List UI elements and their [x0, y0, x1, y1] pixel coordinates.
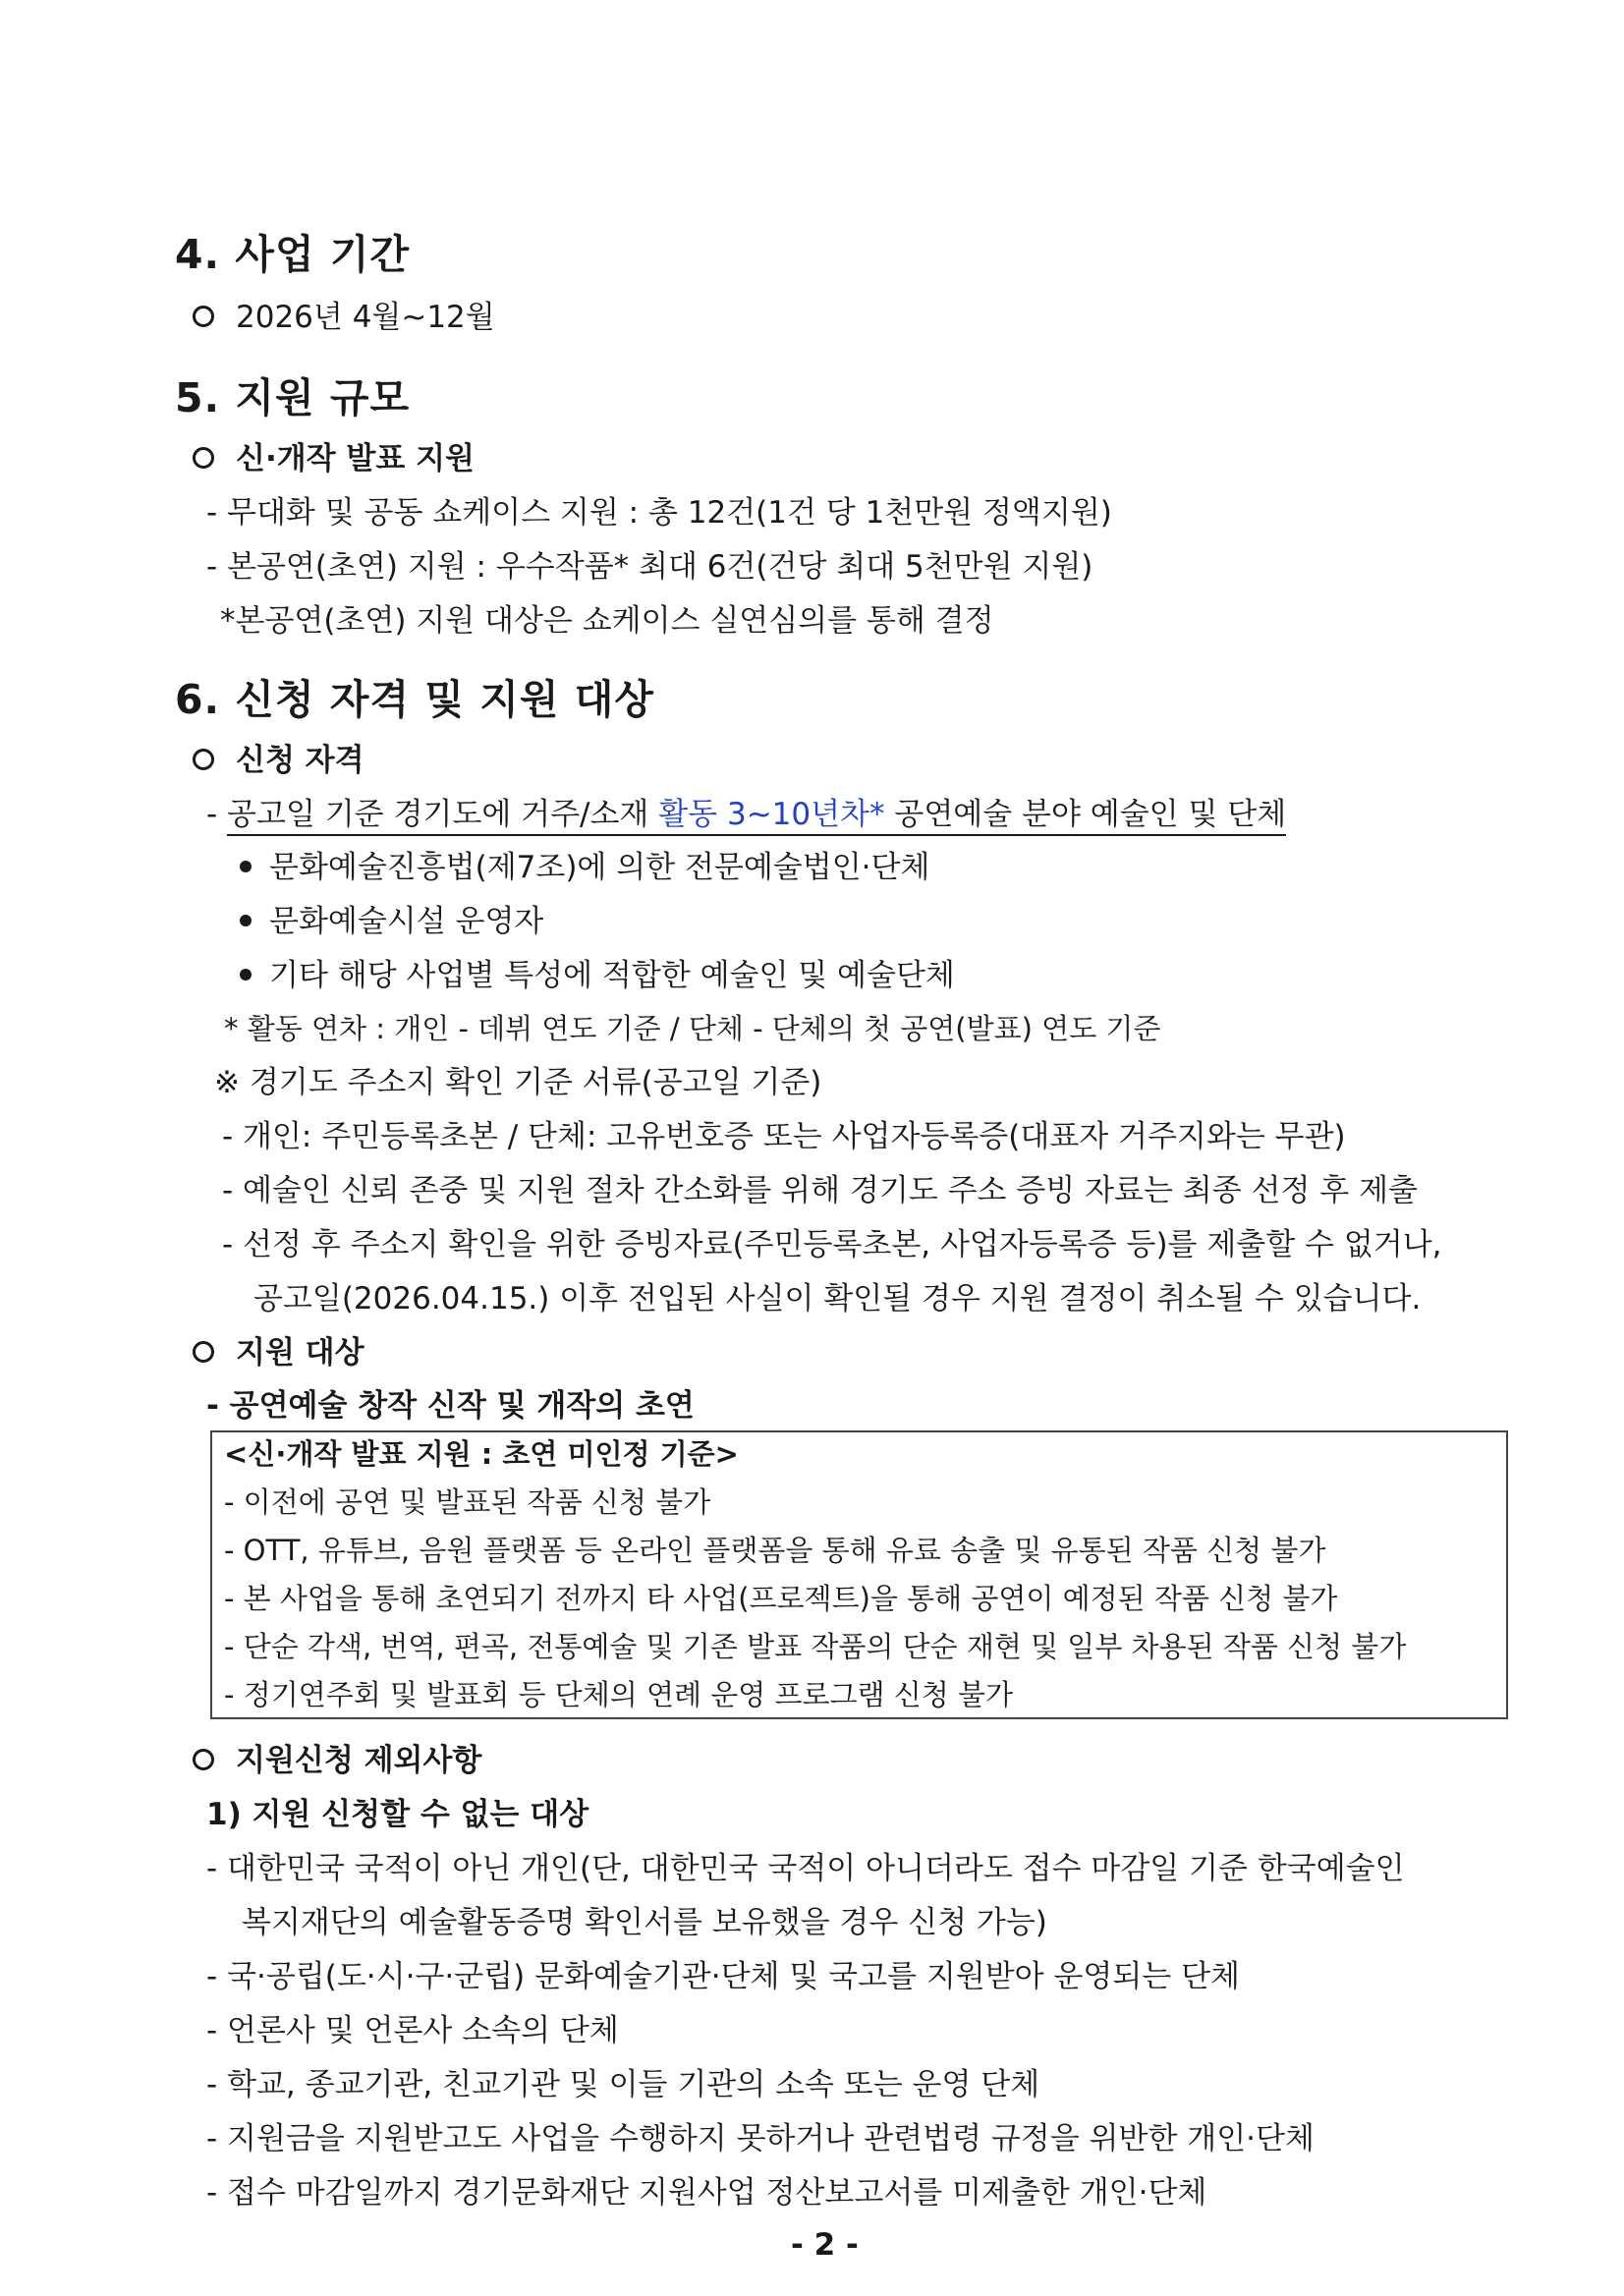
exclusion-item: - 국·공립(도·시·구·군립) 문화예술기관·단체 및 국고를 지원받아 운영되는 단체 [206, 1959, 1240, 1994]
eligibility-bullet [240, 848, 929, 887]
eligibility-heading [193, 741, 364, 780]
criteria-box-title: <신·개작 발표 지원 : 초연 미인정 기준> [224, 1437, 739, 1471]
criteria-item: - 이전에 공연 및 발표된 작품 신청 불가 [224, 1485, 711, 1519]
exclusion-item: - 지원금을 지원받고도 사업을 수행하지 못하거나 관련법령 규정을 위반한 개인·단체 [206, 2121, 1315, 2156]
period-item [193, 298, 495, 337]
exclusion-item: - 학교, 종교기관, 친교기관 및 이들 기관의 소속 또는 운영 단체 [206, 2067, 1040, 2102]
page-number: - 2 - [791, 2227, 859, 2263]
period-text: 2026년 4월~12월 [236, 300, 495, 335]
criteria-box [210, 1430, 1508, 1719]
sec5-item: - 무대화 및 공동 쇼케이스 지원 : 총 12건(1건 당 1천만원 정액지원) [206, 495, 1112, 531]
eligibility-bullet-text: 기타 해당 사업별 특성에 적합한 예술인 및 예술단체 [269, 958, 955, 993]
eligibility-footnote: * 활동 연차 : 개인 - 데뷔 연도 기준 / 단체 - 단체의 첫 공연(발표) 연도 기준 [224, 1012, 1161, 1045]
circle-bullet-icon [193, 306, 214, 327]
exclusion-item: - 대한민국 국적이 아닌 개인(단, 대한민국 국적이 아니더라도 접수 마감일 기준 한국예술인 [206, 1851, 1405, 1886]
exclusion-item: - 언론사 및 언론사 소속의 단체 [206, 2013, 619, 2048]
eligibility-main [206, 795, 1286, 834]
criteria-item: - 본 사업을 통해 초연되기 전까지 타 사업(프로젝트)을 통해 공연이 예정된 작품 신청 불가 [224, 1582, 1338, 1615]
exclusion-sub: 1) 지원 신청할 수 없는 대상 [206, 1797, 589, 1832]
dot-bullet-icon [240, 969, 252, 980]
eligibility-bullet [240, 902, 543, 941]
target-heading [193, 1333, 364, 1372]
target-main: - 공연예술 창작 신작 및 개작의 초연 [206, 1388, 695, 1424]
eligibility-highlight: 활동 3~10년차* [658, 797, 885, 832]
circle-bullet-icon [193, 1341, 214, 1363]
exclusion-item: - 접수 마감일까지 경기문화재단 지원사업 정산보고서를 미제출한 개인·단체 [206, 2175, 1207, 2211]
circle-bullet-icon [193, 447, 214, 469]
criteria-item: - OTT, 유튜브, 음원 플랫폼 등 온라인 플랫폼을 통해 유료 송출 및 유통된 작품 신청 불가 [224, 1534, 1326, 1567]
sec5-subheading [193, 439, 475, 478]
eligibility-bullet [240, 956, 955, 995]
eligibility-bullet-text: 문화예술진흥법(제7조)에 의한 전문예술법인·단체 [269, 850, 930, 885]
section-6-title: 6. 신청 자격 및 지원 대상 [175, 676, 654, 723]
target-heading-text: 지원 대상 [236, 1335, 364, 1371]
docs-item-continued: 공고일(2026.04.15.) 이후 전입된 사실이 확인될 경우 지원 결정이 취소될 수 있습니다. [253, 1281, 1422, 1316]
exclusion-heading-text: 지원신청 제외사항 [236, 1743, 482, 1778]
criteria-item: - 정기연주회 및 발표회 등 단체의 연례 운영 프로그램 신청 불가 [224, 1678, 1013, 1711]
eligibility-heading-text: 신청 자격 [236, 743, 364, 778]
circle-bullet-icon [193, 749, 214, 770]
circle-bullet-icon [193, 1749, 214, 1770]
exclusion-heading [193, 1741, 481, 1780]
sec5-note: *본공연(초연) 지원 대상은 쇼케이스 실연심의를 통해 결정 [220, 603, 994, 639]
section-4-title: 4. 사업 기간 [175, 231, 411, 278]
eligibility-main-suffix: 공연예술 분야 예술인 및 단체 [884, 797, 1287, 832]
docs-item: - 선정 후 주소지 확인을 위한 증빙자료(주민등록초본, 사업자등록증 등)를 제출할 수 없거나, [222, 1227, 1442, 1262]
dash: - [206, 797, 228, 832]
sec5-item: - 본공연(초연) 지원 : 우수작품* 최대 6건(건당 최대 5천만원 지원) [206, 549, 1093, 585]
docs-item: - 개인: 주민등록초본 / 단체: 고유번호증 또는 사업자등록증(대표자 거주지와는 무관) [222, 1119, 1346, 1154]
docs-heading: ※ 경기도 주소지 확인 기준 서류(공고일 기준) [214, 1065, 822, 1100]
eligibility-bullet-text: 문화예술시설 운영자 [269, 904, 544, 939]
criteria-item: - 단순 각색, 번역, 편곡, 전통예술 및 기존 발표 작품의 단순 재현 및 일부 차용된 작품 신청 불가 [224, 1630, 1407, 1663]
eligibility-main-underlined [227, 797, 1286, 836]
docs-item: - 예술인 신뢰 존중 및 지원 절차 간소화를 위해 경기도 주소 증빙 자료는 최종 선정 후 제출 [222, 1173, 1418, 1208]
section-5-title: 5. 지원 규모 [175, 374, 411, 421]
dot-bullet-icon [240, 861, 252, 872]
dot-bullet-icon [240, 915, 252, 926]
sec5-subheading-text: 신·개작 발표 지원 [236, 441, 475, 476]
exclusion-item-continued: 복지재단의 예술활동증명 확인서를 보유했을 경우 신청 가능) [242, 1905, 1047, 1940]
eligibility-main-prefix: 공고일 기준 경기도에 거주/소재 [227, 797, 659, 832]
